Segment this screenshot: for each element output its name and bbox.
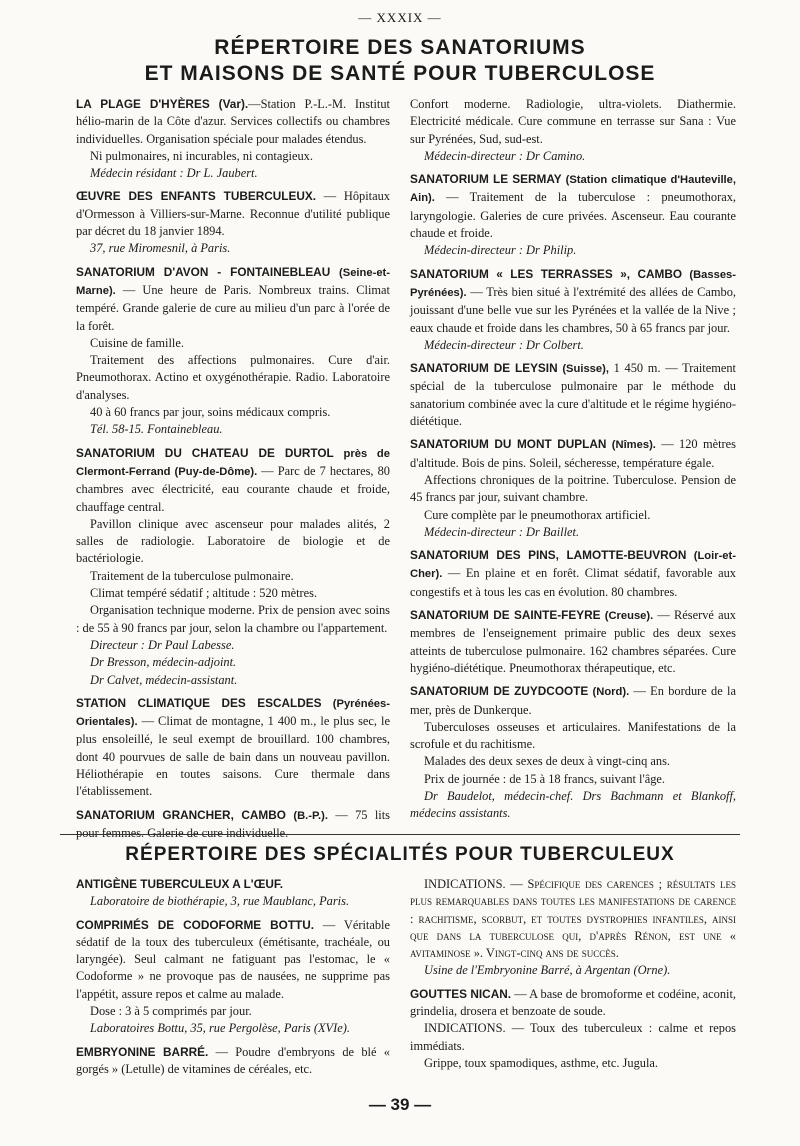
entry-text: Tuberculoses osseuses et articulaires. Manifestations de la scrofule et du rachitisme. [410, 719, 736, 752]
entry-location: (Loir-et-Cher). [410, 550, 736, 581]
entry-text: — A base de bromoforme et codéine, aconit, grindelia, drosera et benzoate de soude. [410, 986, 736, 1019]
entry-text: — Très bien situé à l'extrémité des allées de Cambo, jouissant d'une belle vue sur les Pyrénées et la vallée de la Nive ; eaux chaude et froide dans les chambres, 50 à 65 francs par jour. [410, 284, 736, 335]
section-title-specialites: RÉPERTOIRE DES SPÉCIALITÉS POUR TUBERCULEUX [125, 844, 675, 865]
entry-oeuvre-enfants-tuberculeux [76, 188, 390, 257]
entry-text: Organisation technique moderne. Prix de pension avec soins : de 55 à 90 francs par jour, selon la chambre ou l'appartement. [76, 603, 390, 635]
entry-doctor: Dr Calvet, médecin-assistant. [90, 672, 238, 687]
entry-embryonine-barre [76, 1044, 390, 1079]
entry-text: — Climat de montagne, 1 400 m., le plus sec, le plus ensoleillé, le seul exempt de brouillard. 100 chambres, dont 40 pourvues de salle de bain dans un nouveau pavillon. Héliothérapie en toutes saisons. Cure thermale dans l'établissement. [76, 714, 390, 799]
entry-embryonine-continued [410, 876, 736, 980]
entry-text: — Hôpitaux d'Ormesson à Villiers-sur-Marne. Reconnue d'utilité publique par décret du 18 janvier 1894. [76, 189, 390, 239]
entry-text: INDICATIONS. — Toux des tuberculeux : calme et repos immédiats. [410, 1021, 736, 1053]
section-divider [60, 834, 740, 835]
entry-text: Confort moderne. Radiologie, ultra-violets. Diathermie. Electricité médicale. Cure commune en terrasse sur Sana : Vue sur Pyrénées, Sud, sud-est. [410, 97, 736, 146]
entry-chateau-durtol [76, 445, 390, 689]
entry-phone: Tél. 58-15. Fontainebleau. [90, 422, 223, 437]
entry-name: SANATORIUM DE SAINTE-FEYRE [410, 608, 601, 623]
entry-mont-duplan [410, 436, 736, 541]
entry-le-sermay [410, 171, 736, 259]
entry-location: (Station climatique d'Hauteville, Ain). [410, 174, 736, 205]
entry-text: INDICATIONS. — Spécifique des carences ; résultats les plus remarquables dans toutes les manifestations de carence : rachitisme, scorbut, et toutes dystrophies infantiles, ainsi que dans la tuberculose qui, d'après Rénon, est une « avitaminose ». Vingt-cinq ans de succès. [410, 877, 736, 961]
entry-sanatorium-avon [76, 264, 390, 439]
entry-location: près de Clermont-Ferrand (Puy-de-Dôme). [76, 447, 390, 478]
entry-doctor: Médecin-directeur : Dr Baillet. [424, 524, 580, 539]
entry-text: Traitement de la tuberculose pulmonaire. [90, 568, 294, 583]
entry-text: — Véritable sédatif de la toux des tuberculeux (émétisante, trachéale, ou laryngée). Seul calmant ne fatiguant pas l'estomac, le « Codoforme » ne provoque pas de nausées, ne supprime pas l'appétit, assure repos et calme au malade. [76, 917, 390, 1001]
section-title-line2: ET MAISONS DE SANTÉ POUR TUBERCULOSE [144, 62, 656, 85]
entry-name: SANATORIUM DES PINS, LAMOTTE-BEUVRON [410, 548, 687, 563]
entry-name: SANATORIUM DU MONT DUPLAN [410, 437, 607, 452]
entry-name: LA PLAGE D'HYÈRES (Var). [76, 97, 249, 111]
entry-text: Ni pulmonaires, ni incurables, ni contagieux. [90, 148, 313, 163]
entry-doctor: Médecin résidant : Dr L. Jaubert. [90, 166, 258, 181]
entry-text: 1 450 m. — Traitement spécial de la tuberculose pulmonaire par le méthode du sanatorium combinée avec la cure d'altitude et le régime hygiéno-diététique. [410, 361, 737, 429]
entry-grancher-continued [410, 96, 736, 165]
entry-la-plage-hyeres [76, 96, 390, 182]
entry-name: ANTIGÈNE TUBERCULEUX A L'ŒUF. [76, 877, 284, 891]
entry-doctor: Dr Baudelot, médecin-chef. Drs Bachmann et Blankoff, médecins assistants. [410, 788, 736, 821]
entry-location: (Creuse). [604, 610, 654, 623]
entry-address: Laboratoire de biothérapie, 3, rue Maublanc, Paris. [90, 894, 350, 909]
entry-text: — En plaine et en forêt. Climat sédatif, favorable aux congestifs et à tous les cas en évolution. 80 chambres. [410, 566, 736, 599]
entry-location: (B.-P.). [293, 809, 328, 822]
left-column-specialites [76, 876, 390, 1084]
entry-text: Traitement des affections pulmonaires. Cure d'air. Pneumothorax. Actino et oxygénothérapie. Radio. Laboratoire d'analyses. [76, 353, 390, 402]
entry-codoforme-bottu [76, 917, 390, 1038]
entry-name: STATION CLIMATIQUE DES ESCALDES [76, 695, 322, 710]
entry-text: Cure complète par le pneumothorax artificiel. [424, 507, 651, 522]
entry-doctor: Directeur : Dr Paul Labesse. [90, 637, 235, 652]
section-title-line1: RÉPERTOIRE DES SANATORIUMS [214, 36, 586, 59]
entry-text: Cuisine de famille. [90, 335, 184, 350]
entry-text: Dose : 3 à 5 comprimés par jour. [90, 1004, 252, 1019]
entry-text: Prix de journée : de 15 à 18 francs, suivant l'âge. [424, 771, 666, 786]
entry-leysin [410, 360, 736, 430]
entry-address: Laboratoires Bottu, 35, rue Pergolèse, Paris (XVIe). [90, 1021, 350, 1036]
bottom-page-number: — 39 — [368, 1095, 432, 1114]
top-page-number: — XXXIX — [358, 10, 442, 25]
entry-sanatorium-grancher [76, 807, 390, 843]
entry-location: (Nord). [592, 686, 630, 699]
entry-text: — Une heure de Paris. Nombreux trains. Climat tempéré. Grande galerie de cure au milieu d'un parc à l'orée de la forêt. [76, 282, 390, 333]
entry-name: SANATORIUM GRANCHER, CAMBO [76, 807, 286, 822]
entry-sainte-feyre [410, 607, 736, 677]
entry-zuydcoote [410, 683, 736, 822]
entry-name: SANATORIUM DE LEYSIN [410, 361, 558, 376]
entry-des-pins [410, 547, 736, 601]
entry-address: 37, rue Miromesnil, à Paris. [90, 241, 231, 256]
left-column-sanatoriums [76, 96, 390, 848]
entry-antigene [76, 876, 390, 911]
entry-station-escaldes [76, 695, 390, 801]
entry-text: Affections chroniques de la poitrine. Tuberculose. Pension de 45 francs par jour, suivant chambre. [410, 472, 736, 505]
entry-address: Usine de l'Embryonine Barré, à Argentan (Orne). [424, 963, 671, 978]
entry-name: EMBRYONINE BARRÉ. [76, 1044, 209, 1059]
entry-gouttes-nican [410, 986, 736, 1072]
entry-doctor: Médecin-directeur : Dr Philip. [424, 243, 577, 258]
entry-doctor: Médecin-directeur : Dr Colbert. [424, 337, 584, 352]
entry-name: ŒUVRE DES ENFANTS TUBERCULEUX. [76, 189, 317, 204]
entry-name: SANATORIUM DE ZUYDCOOTE [410, 684, 589, 699]
entry-text: Grippe, toux spamodiques, asthme, etc. Jugula. [424, 1055, 659, 1070]
entry-name: SANATORIUM D'AVON - FONTAINEBLEAU [76, 264, 331, 279]
entry-doctor: Médecin-directeur : Dr Camino. [424, 148, 586, 163]
entry-text: — 75 lits pour femmes. Galerie de cure individuelle. [76, 807, 390, 840]
entry-location: (Suisse), [562, 363, 609, 376]
entry-text: Climat tempéré sédatif ; altitude : 520 mètres. [90, 586, 318, 601]
entry-text: — 120 mètres d'altitude. Bois de pins. Soleil, sécheresse, température égale. [410, 437, 736, 470]
entry-doctor: Dr Bresson, médecin-adjoint. [90, 655, 237, 670]
entry-location: (Basses-Pyrénées). [410, 268, 736, 299]
entry-location: (Pyrénées-Orientales). [76, 697, 390, 729]
entry-text: — En bordure de la mer, près de Dunkerque. [410, 684, 736, 717]
right-column-specialites [410, 876, 736, 1078]
entry-text: — Réservé aux membres de l'enseignement primaire public des deux sexes atteints de tuberculose pulmonaire. 162 chambres séparées. Cure hygiéno-diététique. Pneumothorax thérapeutique, etc. [410, 608, 737, 675]
entry-text: 40 à 60 francs par jour, soins médicaux compris. [90, 405, 331, 420]
entry-name: SANATORIUM « LES TERRASSES », CAMBO [410, 266, 683, 281]
entry-location: (Nîmes). [611, 439, 656, 452]
entry-text: — Traitement de la tuberculose : pneumothorax, laryngologie. Galeries de cure privées. Ascenseur. Eau courante chaude et froide. [410, 190, 736, 241]
entry-les-terrasses [410, 266, 736, 354]
entry-text: — Parc de 7 hectares, 80 chambres avec électricité, eau courante chaude et froide, chauffage central. [76, 463, 390, 514]
right-column-sanatoriums [410, 96, 736, 829]
entry-text: Pavillon clinique avec ascenseur pour malades alités, 2 salles de radiologie. Laboratoire de biologie et de bactériologie. [76, 516, 390, 566]
entry-name: SANATORIUM LE SERMAY [410, 172, 562, 187]
entry-text: Malades des deux sexes de deux à vingt-cinq ans. [424, 754, 671, 769]
entry-location: (Seine-et-Marne). [76, 266, 390, 297]
entry-name: SANATORIUM DU CHATEAU DE DURTOL [76, 445, 334, 460]
entry-name: COMPRIMÉS DE CODOFORME BOTTU. [76, 917, 315, 932]
entry-text: — Poudre d'embryons de blé « gorgés » (Letulle) de vitamines de céréales, etc. [76, 1044, 390, 1076]
entry-text: —Station P.-L.-M. Institut hélio-marin de la Côte d'azur. Services collectifs ou chambres individuelles. Organisation spéciale pour malades étendus. [76, 97, 390, 146]
entry-name: GOUTTES NICAN. [410, 986, 512, 1001]
